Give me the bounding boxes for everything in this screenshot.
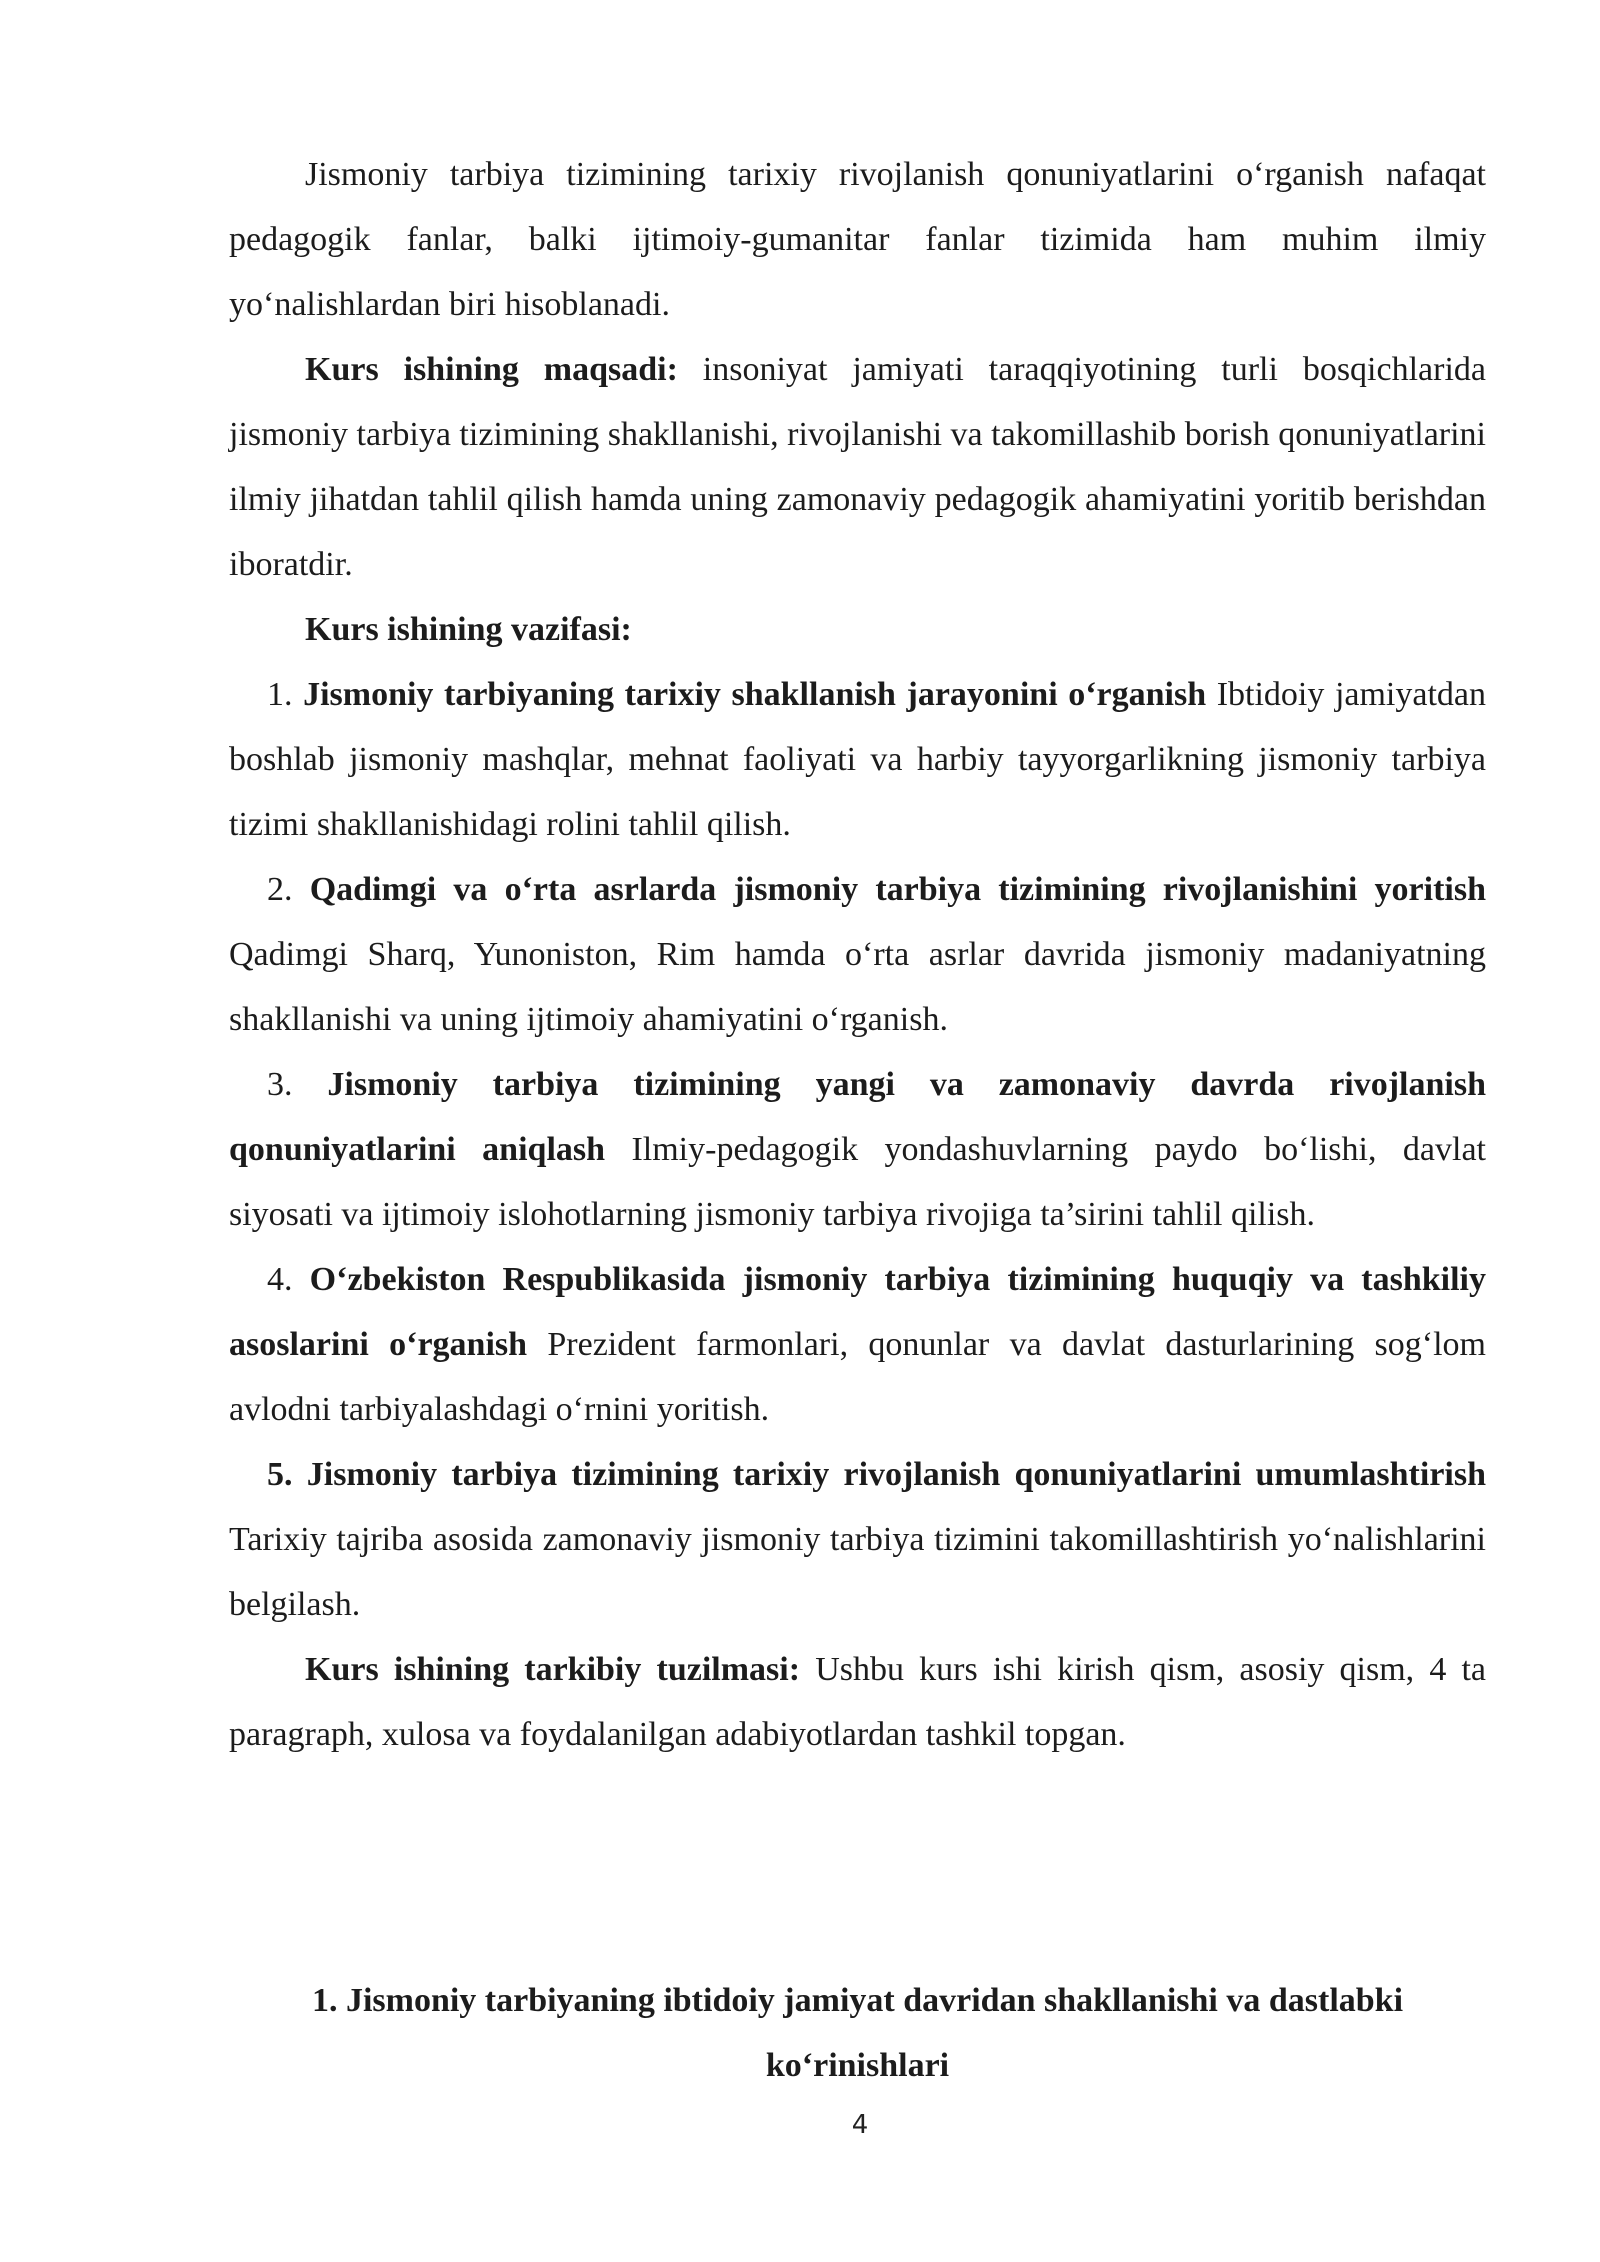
structure-label: Kurs ishining tarkibiy tuzilmasi: bbox=[305, 1651, 801, 1688]
structure-text: Ushbu kurs ishi kirish qism, asosiy qism, 4 ta paragraph, xulosa va foydalanilgan adabiyotlardan tashkil topgan. bbox=[229, 1651, 1486, 1753]
page-number: 4 bbox=[851, 2110, 869, 2140]
task-title: Qadimgi va o‘rta asrlarda jismoniy tarbiya tizimining rivojlanishini yoritish bbox=[309, 871, 1486, 908]
task-item-4 bbox=[229, 1247, 1486, 1442]
task-number: 3. bbox=[267, 1066, 293, 1103]
task-title: Jismoniy tarbiyaning tarixiy shakllanish jarayonini o‘rganish bbox=[303, 676, 1207, 713]
intro-paragraph: Jismoniy tarbiya tizimining tarixiy rivojlanish qonuniyatlarini o‘rganish nafaqat pedagogik fanlar, balki ijtimoiy-gumanitar fanlar tizimida ham muhim ilmiy yo‘nalishlardan biri hisoblanadi. bbox=[229, 156, 1486, 323]
task-item-3 bbox=[229, 1052, 1486, 1247]
section-heading-line1: 1. Jismoniy tarbiyaning ibtidoiy jamiyat davridan shakllanishi va dastlabki bbox=[311, 1982, 1404, 2019]
task-item-1 bbox=[229, 662, 1486, 857]
section-heading-line2: ko‘rinishlari bbox=[765, 2047, 950, 2084]
task-title: O‘zbekiston Respublikasida jismoniy tarbiya tizimining huquqiy va tashkiliy asoslarini o‘rganish bbox=[229, 1261, 1486, 1363]
task-number: 4. bbox=[267, 1261, 293, 1298]
goal-label: Kurs ishining maqsadi: bbox=[305, 351, 678, 388]
task-number: 2. bbox=[267, 871, 293, 908]
task-title: Jismoniy tarbiya tizimining tarixiy rivojlanish qonuniyatlarini umumlashtirish bbox=[306, 1456, 1487, 1493]
structure-paragraph bbox=[229, 1637, 1486, 1767]
task-item-5 bbox=[229, 1442, 1486, 1637]
task-number: 1. bbox=[267, 676, 293, 713]
task-text: Ibtidoiy jamiyatdan boshlab jismoniy mashqlar, mehnat faoliyati va harbiy tayyorgarlikning jismoniy tarbiya tizimi shakllanishidagi rolini tahlil qilish. bbox=[229, 676, 1486, 843]
task-text: Qadimgi Sharq, Yunoniston, Rim hamda o‘rta asrlar davrida jismoniy madaniyatning shakllanishi va uning ijtimoiy ahamiyatini o‘rganish. bbox=[229, 936, 1486, 1038]
task-number: 5. bbox=[267, 1456, 293, 1493]
section-heading bbox=[229, 1968, 1486, 2098]
tasks-heading: Kurs ishining vazifasi: bbox=[305, 611, 632, 648]
task-item-2 bbox=[229, 857, 1486, 1052]
task-title: Jismoniy tarbiya tizimining yangi va zamonaviy davrda rivojlanish qonuniyatlarini aniqlash bbox=[229, 1066, 1486, 1168]
task-text: Prezident farmonlari, qonunlar va davlat dasturlarining sog‘lom avlodni tarbiyalashdagi o‘rnini yoritish. bbox=[229, 1326, 1486, 1428]
goal-paragraph bbox=[229, 337, 1486, 597]
task-text: Tarixiy tajriba asosida zamonaviy jismoniy tarbiya tizimini takomillashtirish yo‘nalishlarini belgilash. bbox=[229, 1521, 1486, 1623]
goal-text: insoniyat jamiyati taraqqiyotining turli bosqichlarida jismoniy tarbiya tizimining shakllanishi, rivojlanishi va takomillashib borish qonuniyatlarini ilmiy jihatdan tahlil qilish hamda uning zamonaviy pedagogik ahamiyatini yoritib berishdan iboratdir. bbox=[229, 351, 1486, 583]
document-body bbox=[229, 142, 1486, 1767]
task-text: Ilmiy-pedagogik yondashuvlarning paydo bo‘lishi, davlat siyosati va ijtimoiy islohotlarning jismoniy tarbiya rivojiga ta’sirini tahlil qilish. bbox=[229, 1131, 1486, 1233]
